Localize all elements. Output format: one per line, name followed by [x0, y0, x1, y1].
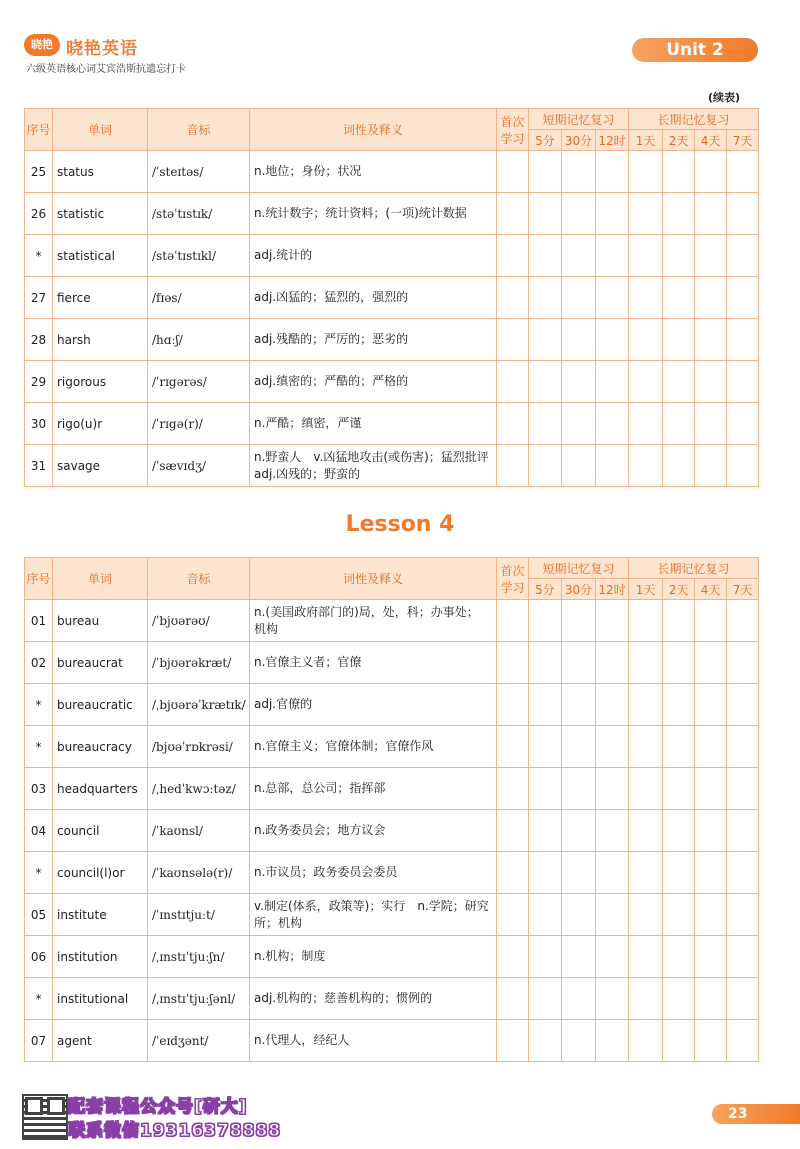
checkbox-cell-1day[interactable] — [629, 403, 663, 445]
row-definition: adj.缜密的；严酷的；严格的 — [250, 361, 497, 403]
checkbox-cell-30min[interactable] — [562, 403, 596, 445]
row-definition: n.代理人，经纪人 — [250, 1020, 497, 1062]
header-30min: 30分 — [562, 130, 596, 151]
checkbox-cell-30min[interactable] — [562, 684, 596, 726]
checkbox-cell-5min[interactable] — [529, 193, 562, 235]
table-row — [25, 193, 759, 235]
checkbox-cell-first-study[interactable] — [497, 810, 529, 852]
row-phonetic: /ˈɪnstɪtjuːt/ — [148, 894, 250, 936]
header-2day: 2天 — [663, 579, 695, 600]
row-definition: n.总部，总公司；指挥部 — [250, 768, 497, 810]
checkbox-cell-12h[interactable] — [596, 445, 629, 487]
checkbox-cell-2day[interactable] — [663, 684, 695, 726]
checkbox-cell-1day[interactable] — [629, 1020, 663, 1062]
checkbox-cell-1day[interactable] — [629, 319, 663, 361]
checkbox-cell-7day[interactable] — [727, 151, 759, 193]
qr-code-icon — [22, 1094, 68, 1140]
checkbox-cell-1day[interactable] — [629, 936, 663, 978]
row-word: statistical — [53, 235, 148, 277]
checkbox-cell-4day[interactable] — [695, 1020, 727, 1062]
row-phonetic: /ˈrɪgə(r)/ — [148, 403, 250, 445]
row-word: bureau — [53, 600, 148, 642]
row-definition: adj.残酷的；严厉的；恶劣的 — [250, 319, 497, 361]
checkbox-cell-first-study[interactable] — [497, 361, 529, 403]
checkbox-cell-4day[interactable] — [695, 768, 727, 810]
row-definition: adj.机构的；慈善机构的；惯例的 — [250, 978, 497, 1020]
checkbox-cell-30min[interactable] — [562, 319, 596, 361]
promo-line-2: 联系微信19316378888 — [68, 1121, 282, 1141]
checkbox-cell-12h[interactable] — [596, 684, 629, 726]
checkbox-cell-first-study[interactable] — [497, 277, 529, 319]
checkbox-cell-2day[interactable] — [663, 852, 695, 894]
checkbox-cell-5min[interactable] — [529, 151, 562, 193]
checkbox-cell-2day[interactable] — [663, 403, 695, 445]
row-word: statistic — [53, 193, 148, 235]
row-number: 05 — [25, 894, 53, 936]
header-4day: 4天 — [695, 579, 727, 600]
checkbox-cell-7day[interactable] — [727, 193, 759, 235]
checkbox-cell-7day[interactable] — [727, 600, 759, 642]
checkbox-cell-2day[interactable] — [663, 361, 695, 403]
table-row — [25, 319, 759, 361]
checkbox-cell-4day[interactable] — [695, 936, 727, 978]
checkbox-cell-12h[interactable] — [596, 852, 629, 894]
row-phonetic: /fɪəs/ — [148, 277, 250, 319]
row-phonetic: /stəˈtɪstɪkl/ — [148, 235, 250, 277]
page-footer — [0, 1080, 800, 1149]
checkbox-cell-4day[interactable] — [695, 894, 727, 936]
checkbox-cell-7day[interactable] — [727, 361, 759, 403]
unit-badge: Unit 2 — [632, 38, 758, 62]
row-word: rigorous — [53, 361, 148, 403]
checkbox-cell-7day[interactable] — [727, 1020, 759, 1062]
checkbox-cell-5min[interactable] — [529, 768, 562, 810]
checkbox-cell-7day[interactable] — [727, 810, 759, 852]
checkbox-cell-4day[interactable] — [695, 277, 727, 319]
checkbox-cell-5min[interactable] — [529, 445, 562, 487]
checkbox-cell-12h[interactable] — [596, 642, 629, 684]
checkbox-cell-30min[interactable] — [562, 193, 596, 235]
row-phonetic: /ˈkaʊnsl/ — [148, 810, 250, 852]
header-first-study: 首次学习 — [497, 109, 529, 151]
book-subtitle: 六级英语核心词艾宾浩斯抗遗忘打卡 — [26, 64, 186, 75]
page-number-bar — [712, 1104, 800, 1124]
row-number: * — [25, 235, 53, 277]
checkbox-cell-1day[interactable] — [629, 361, 663, 403]
checkbox-cell-1day[interactable] — [629, 768, 663, 810]
checkbox-cell-1day[interactable] — [629, 151, 663, 193]
header-short-term: 短期记忆复习 — [529, 109, 629, 130]
checkbox-cell-12h[interactable] — [596, 193, 629, 235]
checkbox-cell-30min[interactable] — [562, 1020, 596, 1062]
checkbox-cell-12h[interactable] — [596, 403, 629, 445]
brand-name: 晓艳英语 — [66, 39, 138, 59]
checkbox-cell-7day[interactable] — [727, 852, 759, 894]
table-row — [25, 600, 759, 642]
checkbox-cell-first-study[interactable] — [497, 768, 529, 810]
checkbox-cell-first-study[interactable] — [497, 726, 529, 768]
checkbox-cell-12h[interactable] — [596, 936, 629, 978]
row-number: 26 — [25, 193, 53, 235]
checkbox-cell-30min[interactable] — [562, 768, 596, 810]
checkbox-cell-first-study[interactable] — [497, 894, 529, 936]
checkbox-cell-5min[interactable] — [529, 726, 562, 768]
header-long-term: 长期记忆复习 — [629, 558, 759, 579]
table-row — [25, 277, 759, 319]
checkbox-cell-2day[interactable] — [663, 768, 695, 810]
checkbox-cell-2day[interactable] — [663, 894, 695, 936]
checkbox-cell-5min[interactable] — [529, 277, 562, 319]
checkbox-cell-1day[interactable] — [629, 277, 663, 319]
checkbox-cell-2day[interactable] — [663, 1020, 695, 1062]
checkbox-cell-5min[interactable] — [529, 361, 562, 403]
checkbox-cell-1day[interactable] — [629, 852, 663, 894]
checkbox-cell-2day[interactable] — [663, 726, 695, 768]
checkbox-cell-2day[interactable] — [663, 445, 695, 487]
row-definition: v.制定(体系，政策等)；实行 n.学院；研究所；机构 — [250, 894, 497, 936]
table-row — [25, 894, 759, 936]
header-num: 序号 — [25, 558, 53, 600]
checkbox-cell-30min[interactable] — [562, 894, 596, 936]
row-word: agent — [53, 1020, 148, 1062]
row-word: bureaucratic — [53, 684, 148, 726]
checkbox-cell-first-study[interactable] — [497, 978, 529, 1020]
row-phonetic: /ˌhedˈkwɔːtəz/ — [148, 768, 250, 810]
checkbox-cell-5min[interactable] — [529, 852, 562, 894]
header-word: 单词 — [53, 558, 148, 600]
row-number: 30 — [25, 403, 53, 445]
checkbox-cell-1day[interactable] — [629, 600, 663, 642]
checkbox-cell-12h[interactable] — [596, 810, 629, 852]
table-row — [25, 684, 759, 726]
checkbox-cell-7day[interactable] — [727, 403, 759, 445]
checkbox-cell-7day[interactable] — [727, 642, 759, 684]
row-phonetic: /ˌɪnstɪˈtjuːʃənl/ — [148, 978, 250, 1020]
checkbox-cell-1day[interactable] — [629, 193, 663, 235]
row-definition: n.统计数字；统计资料；(一项)统计数据 — [250, 193, 497, 235]
row-word: institutional — [53, 978, 148, 1020]
checkbox-cell-4day[interactable] — [695, 151, 727, 193]
row-phonetic: /ˈeɪdʒənt/ — [148, 1020, 250, 1062]
row-word: council — [53, 810, 148, 852]
row-definition: n.官僚主义；官僚体制；官僚作风 — [250, 726, 497, 768]
row-definition: n.市议员；政务委员会委员 — [250, 852, 497, 894]
checkbox-cell-2day[interactable] — [663, 936, 695, 978]
row-word: harsh — [53, 319, 148, 361]
row-phonetic: /ˌbjʊərəˈkrætɪk/ — [148, 684, 250, 726]
row-phonetic: /bjʊəˈrɒkrəsi/ — [148, 726, 250, 768]
checkbox-cell-2day[interactable] — [663, 600, 695, 642]
row-number: 01 — [25, 600, 53, 642]
checkbox-cell-1day[interactable] — [629, 642, 663, 684]
row-word: rigo(u)r — [53, 403, 148, 445]
checkbox-cell-4day[interactable] — [695, 852, 727, 894]
checkbox-cell-12h[interactable] — [596, 978, 629, 1020]
checkbox-cell-30min[interactable] — [562, 600, 596, 642]
checkbox-cell-2day[interactable] — [663, 810, 695, 852]
checkbox-cell-5min[interactable] — [529, 936, 562, 978]
checkbox-cell-first-study[interactable] — [497, 600, 529, 642]
header-phonetic: 音标 — [148, 109, 250, 151]
checkbox-cell-7day[interactable] — [727, 768, 759, 810]
checkbox-cell-12h[interactable] — [596, 361, 629, 403]
checkbox-cell-2day[interactable] — [663, 277, 695, 319]
header-2day: 2天 — [663, 130, 695, 151]
row-word: status — [53, 151, 148, 193]
checkbox-cell-2day[interactable] — [663, 319, 695, 361]
row-word: institution — [53, 936, 148, 978]
checkbox-cell-12h[interactable] — [596, 894, 629, 936]
header-definition: 词性及释义 — [250, 109, 497, 151]
checkbox-cell-12h[interactable] — [596, 319, 629, 361]
row-number: 03 — [25, 768, 53, 810]
row-number: 25 — [25, 151, 53, 193]
checkbox-cell-4day[interactable] — [695, 403, 727, 445]
row-number: 04 — [25, 810, 53, 852]
table-row — [25, 810, 759, 852]
checkbox-cell-5min[interactable] — [529, 978, 562, 1020]
header-num: 序号 — [25, 109, 53, 151]
checkbox-cell-7day[interactable] — [727, 894, 759, 936]
checkbox-cell-30min[interactable] — [562, 277, 596, 319]
checkbox-cell-1day[interactable] — [629, 235, 663, 277]
row-definition: n.官僚主义者；官僚 — [250, 642, 497, 684]
row-phonetic: /ˈbjʊərəʊ/ — [148, 600, 250, 642]
checkbox-cell-1day[interactable] — [629, 894, 663, 936]
row-number: 02 — [25, 642, 53, 684]
header-30min: 30分 — [562, 579, 596, 600]
header-7day: 7天 — [727, 130, 759, 151]
header-4day: 4天 — [695, 130, 727, 151]
checkbox-cell-30min[interactable] — [562, 726, 596, 768]
checkbox-cell-7day[interactable] — [727, 319, 759, 361]
header-1day: 1天 — [629, 579, 663, 600]
header-definition: 词性及释义 — [250, 558, 497, 600]
checkbox-cell-first-study[interactable] — [497, 852, 529, 894]
table-row — [25, 726, 759, 768]
row-word: fierce — [53, 277, 148, 319]
row-definition: adj.官僚的 — [250, 684, 497, 726]
checkbox-cell-30min[interactable] — [562, 852, 596, 894]
row-definition: n.地位；身份；状况 — [250, 151, 497, 193]
checkbox-cell-30min[interactable] — [562, 361, 596, 403]
promo-line-1: 配套课程公众号[研大] — [68, 1097, 248, 1117]
checkbox-cell-30min[interactable] — [562, 936, 596, 978]
header-word: 单词 — [53, 109, 148, 151]
checkbox-cell-12h[interactable] — [596, 235, 629, 277]
row-phonetic: /ˈbjʊərəkræt/ — [148, 642, 250, 684]
checkbox-cell-first-study[interactable] — [497, 319, 529, 361]
checkbox-cell-5min[interactable] — [529, 642, 562, 684]
checkbox-cell-4day[interactable] — [695, 361, 727, 403]
checkbox-cell-first-study[interactable] — [497, 642, 529, 684]
checkbox-cell-first-study[interactable] — [497, 193, 529, 235]
table-row — [25, 1020, 759, 1062]
checkbox-cell-12h[interactable] — [596, 600, 629, 642]
checkbox-cell-1day[interactable] — [629, 726, 663, 768]
table-row — [25, 445, 759, 487]
header-5min: 5分 — [529, 130, 562, 151]
checkbox-cell-4day[interactable] — [695, 445, 727, 487]
row-number: 29 — [25, 361, 53, 403]
checkbox-cell-first-study[interactable] — [497, 936, 529, 978]
checkbox-cell-30min[interactable] — [562, 810, 596, 852]
checkbox-cell-30min[interactable] — [562, 445, 596, 487]
header-first-study: 首次学习 — [497, 558, 529, 600]
checkbox-cell-5min[interactable] — [529, 1020, 562, 1062]
checkbox-cell-12h[interactable] — [596, 1020, 629, 1062]
checkbox-cell-30min[interactable] — [562, 235, 596, 277]
row-phonetic: /hɑːʃ/ — [148, 319, 250, 361]
row-phonetic: /ˈrɪgərəs/ — [148, 361, 250, 403]
row-definition: n.野蛮人 v.凶猛地攻击(或伤害)；猛烈批评 adj.凶残的；野蛮的 — [250, 445, 497, 487]
checkbox-cell-4day[interactable] — [695, 726, 727, 768]
row-number: 27 — [25, 277, 53, 319]
vocab-table-2 — [24, 557, 759, 1062]
lesson-title: Lesson 4 — [345, 512, 455, 537]
page-header — [0, 0, 800, 80]
checkbox-cell-first-study[interactable] — [497, 1020, 529, 1062]
checkbox-cell-first-study[interactable] — [497, 684, 529, 726]
checkbox-cell-30min[interactable] — [562, 642, 596, 684]
checkbox-cell-4day[interactable] — [695, 235, 727, 277]
brand-logo: 晓艳 — [24, 34, 60, 56]
checkbox-cell-4day[interactable] — [695, 600, 727, 642]
checkbox-cell-2day[interactable] — [663, 978, 695, 1020]
checkbox-cell-5min[interactable] — [529, 684, 562, 726]
row-phonetic: /ˈkaʊnsələ(r)/ — [148, 852, 250, 894]
checkbox-cell-4day[interactable] — [695, 978, 727, 1020]
checkbox-cell-12h[interactable] — [596, 277, 629, 319]
checkbox-cell-30min[interactable] — [562, 978, 596, 1020]
header-5min: 5分 — [529, 579, 562, 600]
header-long-term: 长期记忆复习 — [629, 109, 759, 130]
row-number: * — [25, 852, 53, 894]
row-word: council(l)or — [53, 852, 148, 894]
header-12h: 12时 — [596, 130, 629, 151]
row-number: * — [25, 978, 53, 1020]
checkbox-cell-7day[interactable] — [727, 978, 759, 1020]
checkbox-cell-7day[interactable] — [727, 277, 759, 319]
row-definition: adj.统计的 — [250, 235, 497, 277]
row-definition: n.严酷；缜密，严谨 — [250, 403, 497, 445]
row-word: bureaucrat — [53, 642, 148, 684]
page-number: 23 — [728, 1106, 748, 1122]
checkbox-cell-4day[interactable] — [695, 319, 727, 361]
checkbox-cell-2day[interactable] — [663, 235, 695, 277]
row-definition: n.机构；制度 — [250, 936, 497, 978]
row-word: institute — [53, 894, 148, 936]
checkbox-cell-7day[interactable] — [727, 445, 759, 487]
row-number: 31 — [25, 445, 53, 487]
checkbox-cell-12h[interactable] — [596, 768, 629, 810]
checkbox-cell-7day[interactable] — [727, 684, 759, 726]
row-phonetic: /ˈsævɪdʒ/ — [148, 445, 250, 487]
table-row — [25, 361, 759, 403]
continued-label: (续表) — [708, 91, 741, 104]
checkbox-cell-1day[interactable] — [629, 978, 663, 1020]
row-word: bureaucracy — [53, 726, 148, 768]
table-row — [25, 235, 759, 277]
checkbox-cell-7day[interactable] — [727, 726, 759, 768]
checkbox-cell-first-study[interactable] — [497, 235, 529, 277]
row-word: headquarters — [53, 768, 148, 810]
table-row — [25, 852, 759, 894]
vocab-table-1 — [24, 108, 759, 487]
header-phonetic: 音标 — [148, 558, 250, 600]
checkbox-cell-5min[interactable] — [529, 600, 562, 642]
row-phonetic: /ˌɪnstɪˈtjuːʃn/ — [148, 936, 250, 978]
checkbox-cell-12h[interactable] — [596, 151, 629, 193]
row-definition: adj.凶猛的；猛烈的，强烈的 — [250, 277, 497, 319]
checkbox-cell-4day[interactable] — [695, 810, 727, 852]
header-1day: 1天 — [629, 130, 663, 151]
table-row — [25, 768, 759, 810]
row-number: 06 — [25, 936, 53, 978]
checkbox-cell-2day[interactable] — [663, 151, 695, 193]
checkbox-cell-5min[interactable] — [529, 319, 562, 361]
row-number: * — [25, 726, 53, 768]
checkbox-cell-first-study[interactable] — [497, 445, 529, 487]
row-definition: n.(美国政府部门的)局，处，科；办事处；机构 — [250, 600, 497, 642]
row-word: savage — [53, 445, 148, 487]
header-12h: 12时 — [596, 579, 629, 600]
row-number: 07 — [25, 1020, 53, 1062]
checkbox-cell-5min[interactable] — [529, 810, 562, 852]
checkbox-cell-first-study[interactable] — [497, 151, 529, 193]
table-row — [25, 151, 759, 193]
checkbox-cell-4day[interactable] — [695, 684, 727, 726]
checkbox-cell-first-study[interactable] — [497, 403, 529, 445]
checkbox-cell-1day[interactable] — [629, 684, 663, 726]
checkbox-cell-30min[interactable] — [562, 151, 596, 193]
row-number: 28 — [25, 319, 53, 361]
header-short-term: 短期记忆复习 — [529, 558, 629, 579]
table-row — [25, 936, 759, 978]
checkbox-cell-5min[interactable] — [529, 403, 562, 445]
row-phonetic: /stəˈtɪstɪk/ — [148, 193, 250, 235]
row-phonetic: /ˈsteɪtəs/ — [148, 151, 250, 193]
table-row — [25, 403, 759, 445]
checkbox-cell-7day[interactable] — [727, 235, 759, 277]
row-definition: n.政务委员会；地方议会 — [250, 810, 497, 852]
checkbox-cell-2day[interactable] — [663, 642, 695, 684]
row-number: * — [25, 684, 53, 726]
checkbox-cell-7day[interactable] — [727, 936, 759, 978]
checkbox-cell-5min[interactable] — [529, 894, 562, 936]
table-row — [25, 978, 759, 1020]
checkbox-cell-2day[interactable] — [663, 193, 695, 235]
checkbox-cell-12h[interactable] — [596, 726, 629, 768]
checkbox-cell-1day[interactable] — [629, 445, 663, 487]
checkbox-cell-4day[interactable] — [695, 642, 727, 684]
checkbox-cell-1day[interactable] — [629, 810, 663, 852]
header-7day: 7天 — [727, 579, 759, 600]
checkbox-cell-4day[interactable] — [695, 193, 727, 235]
table-row — [25, 642, 759, 684]
checkbox-cell-5min[interactable] — [529, 235, 562, 277]
